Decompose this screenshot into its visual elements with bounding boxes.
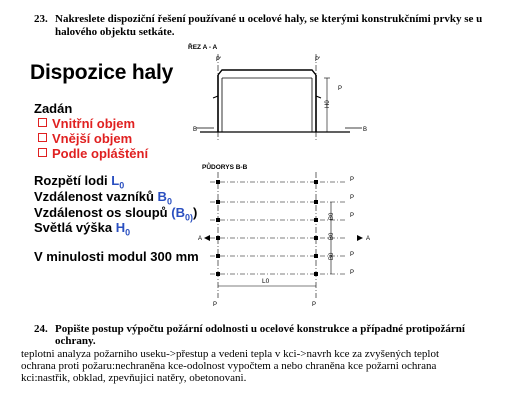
section-p-right: P	[338, 86, 343, 92]
vyska-label: Světlá výška	[34, 220, 116, 235]
section-p-prime-left: P'	[216, 57, 222, 63]
b0-label-3: B0	[329, 252, 335, 260]
slide-title: Dispozice haly	[30, 61, 174, 84]
plan-p-3: P	[350, 213, 355, 219]
answer-line-2: ochrana proti požaru:nechraněna kce-odolnost vypočtem a nebo chraněna kce požarni ochrana	[21, 360, 437, 372]
criteria-item-label: Podle opláštění	[52, 146, 149, 161]
plan-a-left: A	[198, 236, 203, 242]
plan-p-5: P	[350, 270, 355, 276]
vazniku-symbol: B	[157, 189, 167, 204]
plan-p-bottom-right: P	[312, 302, 317, 308]
plan-grid-rows	[210, 182, 345, 274]
b0-label-1: B0	[329, 212, 335, 220]
section-b-right: B	[363, 127, 368, 133]
vazniku-subscript: 0	[166, 196, 172, 207]
criteria-item-1	[38, 116, 135, 132]
section-label: ŘEZ A - A	[188, 44, 218, 51]
criteria-item-label: Vnější objem	[52, 131, 133, 146]
question-23-number: 23.	[34, 13, 48, 25]
minulost-line: V minulosti modul 300 mm	[34, 249, 199, 264]
sloupu-subscript: 0)	[184, 212, 193, 223]
vyska-symbol: H	[115, 220, 126, 235]
answer-text	[21, 348, 491, 384]
answer-line-3: kci:nastřik, obklad, zpevňujici natěry, obetonovani.	[21, 372, 247, 384]
plan-a-right: A	[366, 236, 371, 242]
plan-p-4: P	[350, 252, 355, 258]
vyska-line	[34, 220, 130, 241]
checkbox-icon	[38, 118, 47, 127]
zadan-label: Zadán	[34, 101, 73, 116]
arrow-right-icon	[204, 235, 210, 241]
roof-line	[218, 70, 316, 75]
rozpeti-subscript: 0	[119, 180, 125, 191]
section-b-left: B	[193, 127, 198, 133]
hall-drawing	[180, 40, 380, 312]
arrow-left-icon	[357, 235, 363, 241]
sloupu-label: Vzdálenost os sloupů	[34, 205, 172, 220]
plan-p-1: P	[350, 177, 355, 183]
question-24-number: 24.	[34, 323, 48, 335]
vazniku-label: Vzdálenost vazníků	[34, 189, 158, 204]
plan-columns	[216, 180, 318, 276]
plan-p-bottom-left: P	[213, 302, 218, 308]
checkbox-icon	[38, 148, 47, 157]
sloupu-end: )	[192, 205, 198, 220]
l0-label: L0	[262, 278, 270, 285]
criteria-item-2	[38, 131, 132, 147]
plan-label: PŮDORYS B-B	[202, 164, 248, 171]
height-label: H0	[325, 100, 331, 108]
question-24-text: Popište postup výpočtu požární odolnosti u ocelové konstrukce a případné protipožární ochrany.	[55, 323, 465, 347]
vyska-subscript: 0	[125, 227, 131, 238]
answer-line-1: teplotni analyza požarniho useku->přestup a vedeni tepla v kci->navrh kce za zvyšených teplot	[21, 348, 440, 360]
criteria-item-label: Vnitřní objem	[52, 116, 136, 131]
criteria-item-3	[38, 146, 148, 162]
b0-label-2: B0	[329, 232, 335, 240]
rozpeti-symbol: L	[111, 173, 120, 188]
question-23-text: Nakreslete dispoziční řešení používané u ocelové haly, se kterými konstrukčními prvky se u halového objektu setkáte.	[55, 13, 483, 38]
plan-p-2: P	[350, 195, 355, 201]
sloupu-symbol: (B	[171, 205, 185, 220]
checkbox-icon	[38, 133, 47, 142]
rozpeti-label: Rozpětí lodi	[34, 173, 112, 188]
section-p-prime-right: P'	[315, 57, 321, 63]
